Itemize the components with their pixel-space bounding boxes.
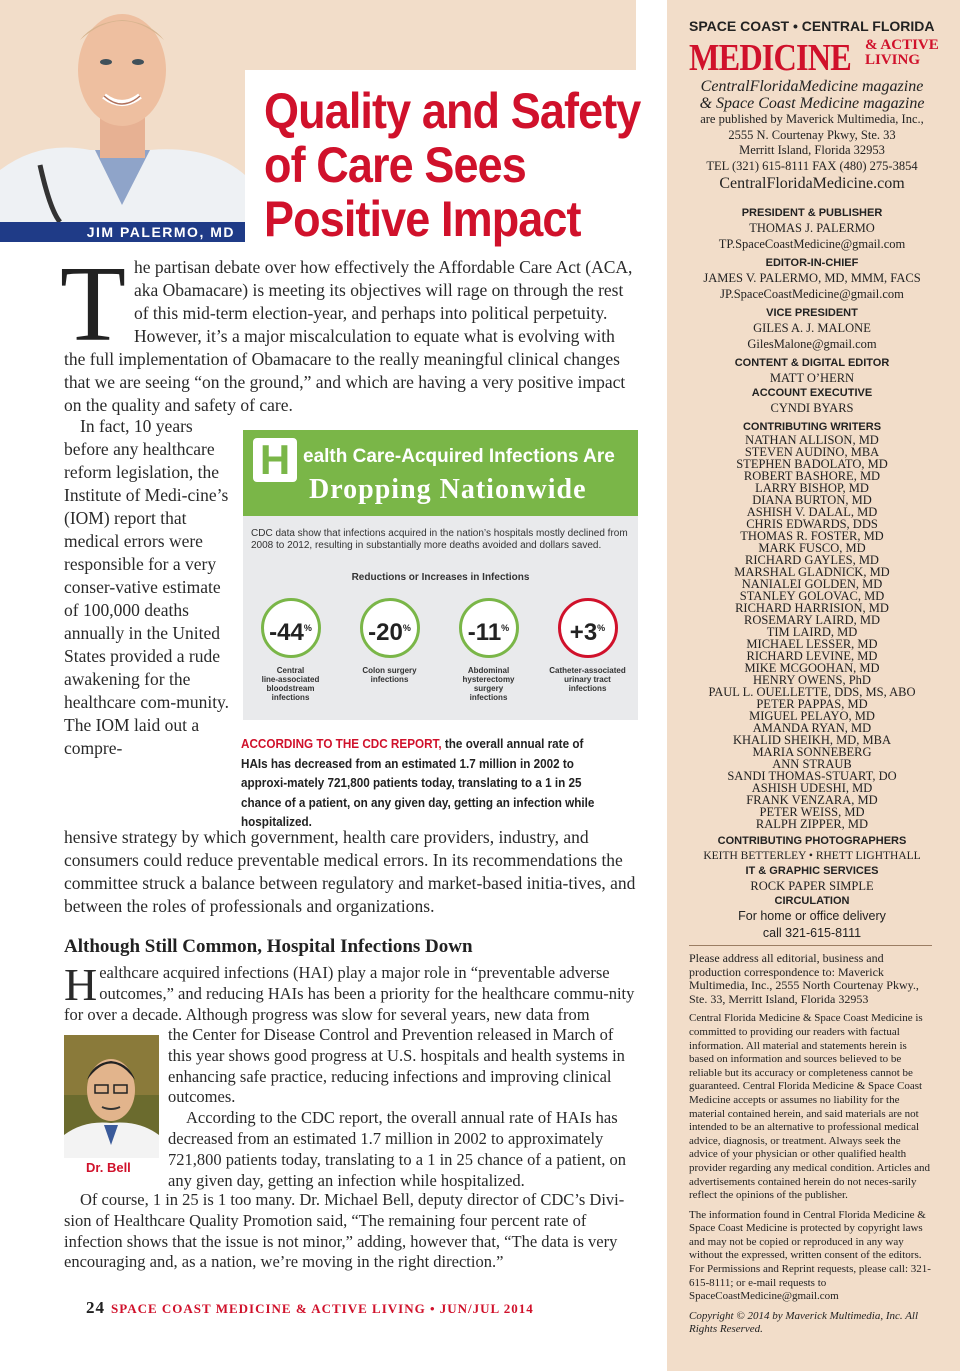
circulation-line-1: For home or office delivery xyxy=(738,909,886,923)
publisher-info xyxy=(681,78,943,194)
pub-line-1: CentralFloridaMedicine magazine xyxy=(700,78,924,95)
writer-name: TIM LAIRD, MD xyxy=(766,625,858,639)
pub-line-3: are published by Maverick Multimedia, Inc., xyxy=(700,112,924,126)
writer-name: HENRY OWENS, PhD xyxy=(753,673,871,687)
writer-name: NATHAN ALLISON, MD xyxy=(745,433,879,447)
logo-active: & ACTIVE xyxy=(865,37,939,53)
writer-name: ANN STRAUB xyxy=(772,757,852,771)
writer-name: RALPH ZIPPER, MD xyxy=(755,817,869,831)
intro-text: he partisan debate over how effectively the Affordable Care Act (ACA, aka Obamacare) is meeting its objectives will rage on through the rest of this mid-term election-year, and perhaps into political perpetuity. However, it’s a major miscalculation to equate what is evolving with the full implementation of Obamacare to the really meaningful clinical changes that we are seeing “on the ground,” and which are having a very positive impact on the quality and safety of care. xyxy=(64,257,633,415)
page-title xyxy=(264,83,641,247)
staff-email: JP.SpaceCoastMedicine@gmail.com xyxy=(720,287,904,301)
role-photographers: CONTRIBUTING PHOTOGRAPHERS xyxy=(717,835,907,847)
author-photo xyxy=(0,0,245,222)
staff-name: THOMAS J. PALERMO xyxy=(749,221,875,235)
stat-value: -11 xyxy=(467,619,502,646)
writer-name: MIKE MCGOOHAN, MD xyxy=(744,661,880,675)
masthead-logo xyxy=(689,36,939,80)
staff-list xyxy=(681,202,943,942)
narrow-column xyxy=(64,415,234,760)
writer-name: MARIA SONNEBERG xyxy=(752,745,872,759)
infographic-title-2: Dropping Nationwide xyxy=(309,474,587,505)
stat-central-line xyxy=(243,592,338,702)
masthead-kicker: SPACE COAST • CENTRAL FLORIDA xyxy=(689,18,935,34)
stat-catheter-urinary xyxy=(540,592,635,693)
role-publisher: PRESIDENT & PUBLISHER xyxy=(741,207,883,219)
writer-name: STANLEY GOLOVAC, MD xyxy=(739,589,885,603)
pub-line-6: TEL (321) 615-8111 FAX (480) 275-3854 xyxy=(706,158,918,173)
publication-footer: SPACE COAST MEDICINE & ACTIVE LIVING • JUN/JUL 2014 xyxy=(111,1301,534,1316)
stat-unit: % xyxy=(303,623,312,633)
stat-value: -20 xyxy=(368,619,403,646)
drop-cap: T xyxy=(60,245,126,364)
stat-value: +3 xyxy=(569,619,598,646)
author-name: JIM PALERMO, MD xyxy=(0,222,245,242)
logo-medicine: MEDICINE xyxy=(689,37,851,79)
writer-name: PAUL L. OUELLETTE, DDS, MS, ABO xyxy=(708,685,916,699)
infographic-subtitle: Reductions or Increases in Infections xyxy=(351,572,530,583)
stat-unit: % xyxy=(402,623,411,633)
staff-name: GILES A. J. MALONE xyxy=(753,321,871,335)
pub-line-2: & Space Coast Medicine magazine xyxy=(699,95,925,112)
logo-living: LIVING xyxy=(865,52,921,68)
dr-bell-caption: Dr. Bell xyxy=(86,1160,131,1175)
headline-line-1: Quality and Safety xyxy=(264,83,641,139)
role-circulation: CIRCULATION xyxy=(774,895,850,907)
stat-circle xyxy=(360,598,420,658)
stat-label: Catheter-associated urinary tract infections xyxy=(549,666,626,693)
writer-name: KHALID SHEIKH, MD, MBA xyxy=(733,733,891,747)
dr-bell-photo xyxy=(64,1035,159,1158)
writer-name: ASHISH UDESHI, MD xyxy=(751,781,873,795)
writers-list xyxy=(681,434,943,830)
writer-name: ROSEMARY LAIRD, MD xyxy=(743,613,880,627)
headline-line-2: of Care Sees xyxy=(264,137,526,193)
role-it: IT & GRAPHIC SERVICES xyxy=(745,865,879,877)
section2-beside-text-1: the Center for Disease Control and Prevention released in March of this year shows good progress at U.S. hospitals and health systems in enhancing safe practice, reducing infections and improving clinical outcomes. xyxy=(168,1025,625,1107)
writer-name: MICHAEL LESSER, MD xyxy=(746,637,878,651)
stat-colon-surgery xyxy=(342,592,437,684)
writer-name: STEPHEN BADOLATO, MD xyxy=(736,457,888,471)
section-subhead: Although Still Common, Hospital Infections Down xyxy=(64,936,473,957)
intro-paragraph xyxy=(60,245,640,417)
staff-email: TP.SpaceCoastMedicine@gmail.com xyxy=(718,237,906,251)
infographic-title-1: ealth Care-Acquired Infections Are xyxy=(303,446,615,467)
stat-label: Abdominal hysterectomy surgery infections xyxy=(462,666,515,702)
role-account-exec: ACCOUNT EXECUTIVE xyxy=(751,387,873,399)
legal-disclaimer: Central Florida Medicine & Space Coast Medicine is committed to providing our readers with factual information. All material and statements herein is based on information and sources believed to be reliable but its accuracy or completeness cannot be guaranteed. Central Florida Medicine & Space Coast Medicine accepts or assumes no liability for the material contained herein, and said materials are not intended to be an alternative to professional medical advice, diagnosis, or treatment. Always seek the advice of your physician or other qualified health provider regarding any medical condition. Articles and advertisements contained herein do not neces-sarily reflect the opinions of the publisher. xyxy=(689,1012,931,1202)
writer-name: MIGUEL PELAYO, MD xyxy=(749,709,875,723)
continuation-text: hensive strategy by which government, health care providers, industry, and consumers could reduce preventable medical errors. In its recommendations the committee struck a balance between regulatory and market-based initia-tives, and between the roles of professionals and organizations. xyxy=(64,827,636,916)
pub-url: CentralFloridaMedicine.com xyxy=(719,175,905,192)
section2-final-text: Of course, 1 in 25 is 1 too many. Dr. Michael Bell, deputy director of CDC’s Divi-sion of Healthcare Quality Promotion said, “The remaining four percent rate of infection shows that the issue is not minor,” adding, however that, “The data is very encouraging and, as a nation, we’re moving in the right direction.” xyxy=(64,1190,625,1272)
writer-name: NANIALEI GOLDEN, MD xyxy=(741,577,883,591)
stat-label: Colon surgery infections xyxy=(362,666,417,684)
caption-text: the overall annual rate of HAIs has decreased from an estimated 1.7 million in 2002 to approxi-mately 721,800 patients today, translating to a 1 in 25 chance of a patient, on any given day, getting an infection while hospitalized. xyxy=(241,736,595,829)
writer-name: THOMAS R. FOSTER, MD xyxy=(740,529,884,543)
writer-name: PETER PAPPAS, MD xyxy=(756,697,868,711)
writer-name: DIANA BURTON, MD xyxy=(752,493,872,507)
section2-beside-photo xyxy=(168,1025,638,1191)
role-editor: EDITOR-IN-CHIEF xyxy=(765,257,859,269)
writer-name: ROBERT BASHORE, MD xyxy=(743,469,881,483)
writer-name: ASHISH V. DALAL, MD xyxy=(746,505,878,519)
pub-line-4: 2555 N. Courtenay Pkwy, Ste. 33 xyxy=(728,127,896,142)
legal-correspondence: Please address all editorial, business and production correspondence to: Maverick Multimedia, Inc., 2555 North Courtenay Pkwy., Ste. 33, Merritt Island, Florida 32953 xyxy=(689,951,919,1006)
role-writers: CONTRIBUTING WRITERS xyxy=(742,421,882,433)
photographers: KEITH BETTERLEY • RHETT LIGHTHALL xyxy=(703,850,921,862)
section2-final xyxy=(64,1190,640,1273)
page-number: 24 xyxy=(86,1298,105,1317)
legal-copyright-notice: The information found in Central Florida Medicine & Space Coast Medicine is protected by copyright laws and may not be copied or reproduced in any way without the expressed, written consent of the editors. For Permissions and Reprint requests, please call: 321-615-8111; or e-mail requests to SpaceCoastMedicine@gmail.com xyxy=(689,1208,931,1303)
writer-name: SANDI THOMAS-STUART, DO xyxy=(727,769,897,783)
staff-email: GilesMalone@gmail.com xyxy=(747,337,877,351)
section2-beside-text-2: According to the CDC report, the overall annual rate of HAIs has decreased from an estimated 1.7 million in 2002 to approximately 721,800 patients today, translating to a 1 in 25 chance of a patient, on any given day, getting an infection while hospitalized. xyxy=(168,1108,627,1190)
role-content-editor: CONTENT & DIGITAL EDITOR xyxy=(734,357,890,369)
legal-notices xyxy=(689,952,932,1343)
pub-line-5: Merritt Island, Florida 32953 xyxy=(739,143,885,157)
stat-circle xyxy=(261,598,321,658)
infographic-letter-h: H xyxy=(253,438,297,482)
staff-name: CYNDI BYARS xyxy=(770,401,854,415)
writer-name: CHRIS EDWARDS, DDS xyxy=(746,517,878,531)
section2-intro-text: ealthcare acquired infections (HAI) play a major role in “preventable adverse outcomes,” and reducing HAIs has been a priority for the healthcare commu-nity for over a decade. Although progress was slow for several years, new data from xyxy=(64,963,635,1024)
stat-abdominal-hysterectomy xyxy=(441,592,536,702)
page-footer xyxy=(86,1298,534,1318)
writer-name: FRANK VENZARA, MD xyxy=(746,793,878,807)
writer-name: RICHARD LEVINE, MD xyxy=(746,649,878,663)
narrow-column-text: In fact, 10 years before any healthcare reform legislation, the Institute of Medi-cine’s (IOM) report that medical errors were responsible for a very conser-vative estimate of 100,000 deaths annually in the United States provided a rude awakening for the healthcare com-munity. The IOM laid out a compre- xyxy=(64,416,230,758)
stat-unit: % xyxy=(501,623,510,633)
continuation-paragraph xyxy=(64,826,640,918)
role-vp: VICE PRESIDENT xyxy=(766,307,858,319)
writer-name: RICHARD GAYLES, MD xyxy=(745,553,879,567)
caption-lead: ACCORDING TO THE CDC REPORT, xyxy=(241,736,442,751)
writer-name: PETER WEISS, MD xyxy=(759,805,865,819)
it-name: ROCK PAPER SIMPLE xyxy=(750,879,874,893)
infographic-header xyxy=(243,430,638,516)
stat-circle xyxy=(558,598,618,658)
headline-line-3: Positive Impact xyxy=(264,191,581,247)
logo-active-living xyxy=(865,38,939,68)
staff-name: JAMES V. PALERMO, MD, MMM, FACS xyxy=(703,271,921,285)
writer-name: STEVEN AUDINO, MBA xyxy=(744,445,880,459)
stat-label: Central line-associated bloodstream infections xyxy=(261,666,320,702)
section2-intro xyxy=(64,959,640,1025)
writer-name: MARK FUSCO, MD xyxy=(758,541,866,555)
copyright: Copyright © 2014 by Maverick Multimedia, Inc. All Rights Reserved. xyxy=(689,1309,919,1336)
stat-unit: % xyxy=(597,623,606,633)
drop-cap-2: H xyxy=(64,959,98,1010)
staff-name: MATT O’HERN xyxy=(769,371,855,385)
stat-value: -44 xyxy=(269,619,304,646)
infographic-stats xyxy=(243,592,638,712)
writer-name: AMANDA RYAN, MD xyxy=(752,721,872,735)
infographic-description: CDC data show that infections acquired in the nation’s hospitals mostly declined from 2008 to 2012, resulting in substantially more deaths avoided and dollars saved. xyxy=(251,528,628,551)
circulation-line-2: call 321-615-8111 xyxy=(762,926,862,940)
masthead-divider xyxy=(689,945,932,946)
infographic xyxy=(243,430,638,720)
stat-circle xyxy=(459,598,519,658)
writer-name: RICHARD HARRISION, MD xyxy=(735,601,889,615)
writer-name: LARRY BISHOP, MD xyxy=(755,481,869,495)
writer-name: MARSHAL GLADNICK, MD xyxy=(734,565,890,579)
infographic-caption xyxy=(241,734,601,832)
